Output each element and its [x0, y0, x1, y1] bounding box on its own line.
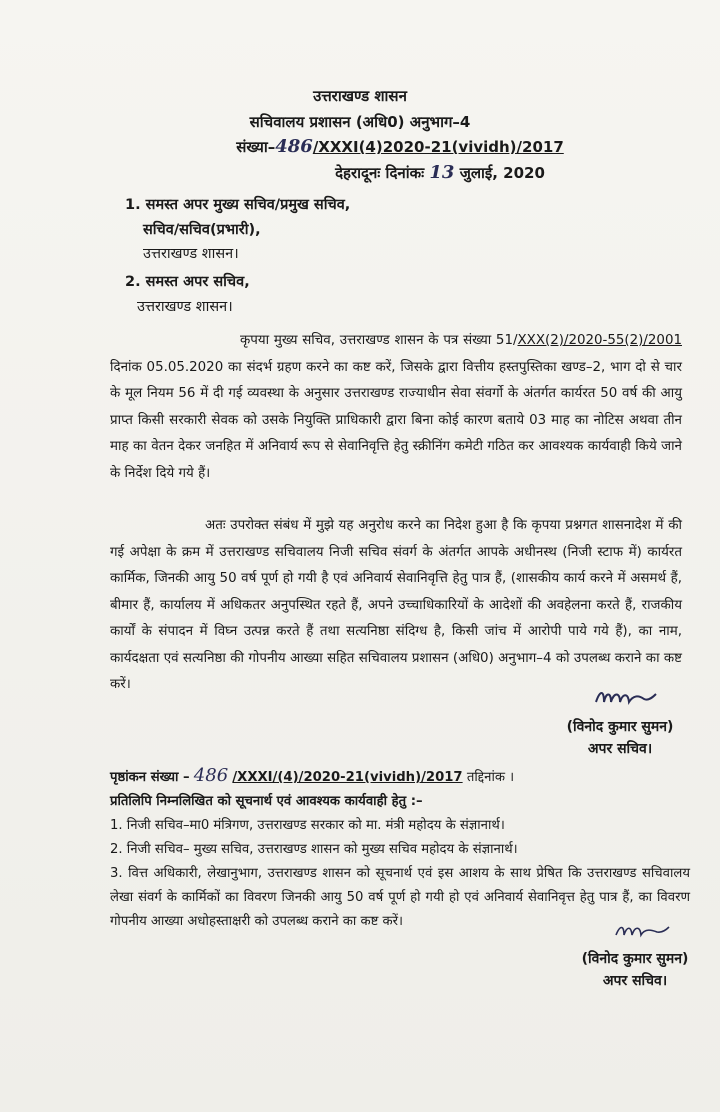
recipient-1 — [125, 193, 350, 267]
handwritten-initials — [592, 684, 662, 710]
body-paragraph-2: अतः उपरोक्त संबंध में मुझे यह अनुरोध करने का निदेश हुआ है कि कृपया प्रश्नगत शासनादेश में की गई अपेक्षा के क्रम में उत्तराखण्ड सचिवालय निजी सचिव संवर्ग के अंतर्गत आपके अधीनस्थ (निजी स्टाफ में) कार्यरत कार्मिक, जिनकी आयु 50 वर्ष पूर्ण हो गयी है एवं अनिवार्य सेवानिवृत्ति हेतु पात्र हैं, (शासकीय कार्य करने में असमर्थ हैं, बीमार हैं, कार्यालय में अधिकतर अनुपस्थित रहते हैं, अपने उच्चाधिकारियों के आदेशों की अवहेलना करते हैं, राजकीय कार्यों के संपादन में विघ्न उत्पन्न करते हैं तथा सत्यनिष्ठा संदिग्ध है, किसी जांच में आरोपी पाये गये हैं), का नाम, कार्यदक्षता एवं सत्यनिष्ठा की गोपनीय आख्या सहित सचिवालय प्रशासन (अधि0) अनुभाग–4 को उपलब्ध कराने का कष्ट करें। — [110, 518, 682, 692]
govt-heading: उत्तराखण्ड शासन — [313, 87, 407, 105]
recipient-1-line-1: 1. समस्त अपर मुख्य सचिव/प्रमुख सचिव, — [125, 197, 351, 213]
signature-block-2 — [560, 948, 710, 992]
body-paragraph-1 — [110, 328, 682, 487]
recipient-2-line-1: 2. समस्त अपर सचिव, — [125, 274, 250, 290]
reference-code: /XXXI(4)2020-21(vividh)/2017 — [312, 138, 564, 156]
reference-handwritten-number: 486 — [275, 136, 313, 157]
signatory-name-1: (विनोद कुमार सुमन) — [566, 719, 674, 735]
signature-block-1 — [540, 716, 700, 760]
recipient-1-line-2: सचिव/सचिव(प्रभारी), — [143, 221, 261, 238]
copy-item-2: 2. निजी सचिव– मुख्य सचिव, उत्तराखण्ड शासन को मुख्य सचिव महोदय के संज्ञानार्थ। — [110, 842, 518, 857]
paragraph-1-reference: XXX(2)/2020-55(2)/2001 — [517, 333, 682, 348]
recipient-1-line-3: उत्तराखण्ड शासन। — [143, 246, 239, 263]
signatory-designation-2: अपर सचिव। — [602, 973, 668, 989]
date-prefix: देहरादूनः दिनांकः — [335, 164, 425, 182]
copy-item-1: 1. निजी सचिव–मा0 मंत्रिगण, उत्तराखण्ड सरकार को मा. मंत्री महोदय के संज्ञानार्थ। — [110, 818, 505, 833]
date-rest: जुलाई, 2020 — [459, 164, 545, 182]
letter-date — [80, 162, 720, 183]
copy-item-3: 3. वित्त अधिकारी, लेखानुभाग, उत्तराखण्ड शासन को सूचनार्थ एवं इस आशय के साथ प्रेषित कि उत्तराखण्ड सचिवालय लेखा संवर्ग के कार्मिकों का विवरण जिनकी आयु 50 वर्ष पूर्ण हो गयी हो एवं अनिवार्य सेवानिवृत्त हेतु पात्र हैं, का विवरण गोपनीय आख्या अधोहस्ताक्षरी को उपलब्ध कराने का कष्ट करें। — [110, 866, 690, 929]
reference-number — [40, 136, 720, 157]
date-handwritten-day: 13 — [429, 162, 455, 183]
endorsement-handwritten-number: 486 — [193, 765, 229, 786]
endorsement-number-line — [110, 764, 690, 790]
endorsement-reference: /XXXI/(4)/2020-21(vividh)/2017 — [232, 770, 463, 785]
recipient-2 — [125, 270, 250, 319]
department-heading: सचिवालय प्रशासन (अधि0) अनुभाग–4 — [249, 113, 471, 131]
endorsement-heading: प्रतिलिपि निम्नलिखित को सूचनार्थ एवं आवश्यक कार्यवाही हेतु :– — [110, 794, 423, 809]
handwritten-initials-2 — [612, 920, 672, 942]
reference-prefix: संख्या– — [236, 138, 276, 156]
endorsement-prefix: पृष्ठांकन संख्या – — [110, 770, 190, 785]
endorsement-suffix: तद्दिनांक । — [462, 770, 515, 785]
signatory-name-2: (विनोद कुमार सुमन) — [581, 951, 689, 967]
endorsement-section — [110, 764, 690, 934]
paragraph-1-intro: कृपया मुख्य सचिव, उत्तराखण्ड शासन के पत्र संख्या 51/ — [240, 333, 518, 348]
signatory-designation-1: अपर सचिव। — [587, 741, 653, 757]
recipient-2-line-2: उत्तराखण्ड शासन। — [137, 298, 233, 315]
paragraph-1-text: दिनांक 05.05.2020 का संदर्भ ग्रहण करने का कष्ट करें, जिसके द्वारा वित्तीय हस्तपुस्तिका खण्ड–2, भाग दो से चार के मूल नियम 56 में दी गई व्यवस्था के अनुसार उत्तराखण्ड राज्याधीन सेवा संवर्गो के अंतर्गत कार्यरत 50 वर्ष की आयु प्राप्त किसी सरकारी सेवक को उसके नियुक्ति प्राधिकारी द्वारा बिना कोई कारण बताये 03 माह का नोटिस अथवा तीन माह का वेतन देकर जनहित में अनिवार्य रूप से सेवानिवृत्ति हेतु स्क्रीनिंग कमेटी गठित कर आवश्यक कार्यवाही किये जाने के निर्देश दिये गये हैं। — [110, 359, 682, 481]
